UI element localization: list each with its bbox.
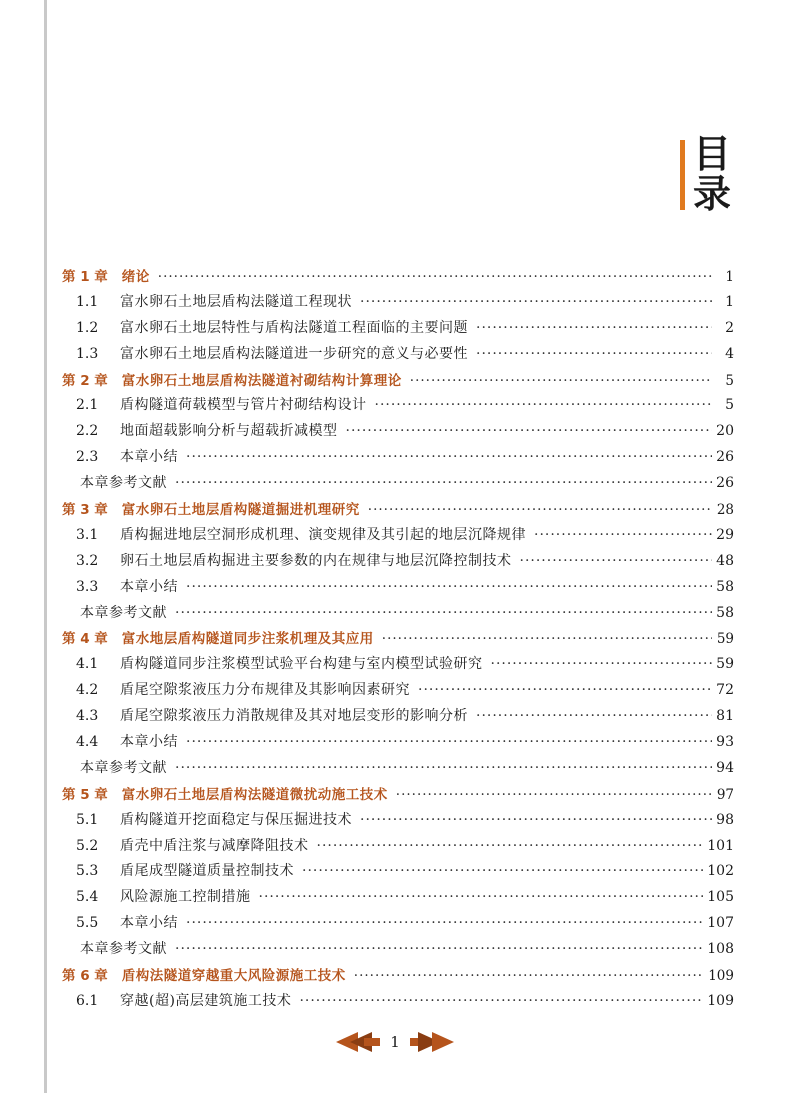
title-char-2: 录 (693, 172, 732, 216)
toc-entry-number: 1.3 (76, 345, 99, 362)
toc-entry-title: 本章参考文献 (80, 759, 167, 776)
toc-dot-leader (346, 423, 713, 439)
toc-entry-section[interactable] (62, 705, 734, 731)
toc-entry-title: 盾构掘进地层空洞形成机理、演变规律及其引起的地层沉降规律 (120, 526, 526, 543)
toc-entry-title: 富水地层盾构隧道同步注浆机理及其应用 (121, 631, 374, 648)
toc-entry-page: 1 (725, 293, 734, 310)
toc-entry-number: 第 6 章 (62, 968, 108, 985)
toc-entry-number: 2.3 (76, 449, 99, 466)
toc-entry-number: 6.1 (76, 992, 99, 1009)
toc-entry-page: 72 (716, 682, 734, 699)
toc-entry-section[interactable] (62, 731, 734, 757)
toc-entry-title: 穿越(超)高层建筑施工技术 (120, 992, 292, 1009)
toc-entry-page: 58 (716, 578, 734, 595)
toc-entry-page: 105 (707, 889, 734, 906)
toc-entry-ref[interactable] (62, 602, 734, 628)
toc-entry-number: 5.5 (76, 915, 99, 932)
toc-entry-page: 97 (716, 786, 734, 803)
toc-entry-title: 本章参考文献 (80, 475, 167, 492)
toc-entry-section[interactable] (62, 990, 734, 1016)
toc-entry-chapter[interactable] (62, 783, 734, 809)
toc-entry-page: 102 (707, 863, 734, 880)
toc-entry-ref[interactable] (62, 938, 734, 964)
toc-entry-number: 5.4 (76, 889, 99, 906)
toc-entry-number: 2.1 (76, 397, 99, 414)
table-of-contents (62, 265, 734, 1016)
toc-entry-section[interactable] (62, 446, 734, 472)
toc-entry-chapter[interactable] (62, 369, 734, 395)
toc-entry-page: 2 (725, 319, 734, 336)
toc-dot-leader (520, 553, 713, 569)
toc-entry-number: 第 5 章 (62, 786, 108, 803)
toc-entry-page: 20 (716, 423, 734, 440)
toc-entry-number: 3.3 (76, 578, 99, 595)
toc-entry-page: 109 (707, 992, 734, 1009)
toc-entry-section[interactable] (62, 394, 734, 420)
toc-dot-leader (175, 475, 712, 491)
toc-entry-title: 富水卵石土地层盾构法隧道衬砌结构计算理论 (121, 372, 402, 389)
toc-entry-title: 盾尾空隙浆液压力消散规律及其对地层变形的影响分析 (120, 708, 468, 725)
toc-entry-chapter[interactable] (62, 964, 734, 990)
toc-entry-section[interactable] (62, 653, 734, 679)
toc-entry-title: 盾尾空隙浆液压力分布规律及其影响因素研究 (120, 682, 410, 699)
toc-dot-leader (299, 993, 703, 1009)
toc-dot-leader (396, 787, 712, 803)
toc-entry-number: 4.4 (76, 734, 99, 751)
toc-entry-page: 81 (716, 708, 734, 725)
toc-entry-section[interactable] (62, 835, 734, 861)
toc-entry-page: 1 (725, 269, 734, 285)
toc-dot-leader (175, 941, 703, 957)
toc-dot-leader (186, 734, 712, 750)
toc-entry-chapter[interactable] (62, 627, 734, 653)
toc-entry-section[interactable] (62, 860, 734, 886)
toc-entry-page: 58 (716, 604, 734, 621)
toc-entry-section[interactable] (62, 291, 734, 317)
toc-entry-page: 26 (716, 449, 734, 466)
toc-entry-title: 盾构隧道荷载模型与管片衬砌结构设计 (120, 397, 367, 414)
toc-entry-page: 28 (716, 502, 734, 519)
toc-entry-title: 盾构法隧道穿越重大风险源施工技术 (121, 968, 346, 985)
toc-entry-title: 盾壳中盾注浆与减摩降阻技术 (120, 837, 309, 854)
toc-entry-title: 本章小结 (120, 734, 178, 751)
toc-dot-leader (368, 502, 712, 518)
toc-dot-leader (186, 449, 712, 465)
toc-entry-title: 本章小结 (120, 449, 178, 466)
toc-entry-page: 93 (716, 734, 734, 751)
toc-entry-page: 59 (716, 631, 734, 648)
page-left-border (44, 0, 47, 1093)
toc-entry-page: 4 (725, 345, 734, 362)
toc-entry-number: 2.2 (76, 423, 99, 440)
toc-entry-page: 5 (725, 397, 734, 414)
toc-dot-leader (360, 294, 712, 310)
toc-entry-title: 风险源施工控制措施 (120, 889, 251, 906)
toc-entry-page: 98 (716, 811, 734, 828)
toc-entry-section[interactable] (62, 524, 734, 550)
toc-entry-page: 29 (716, 526, 734, 543)
toc-entry-section[interactable] (62, 886, 734, 912)
toc-dot-leader (186, 915, 703, 931)
toc-dot-leader (186, 579, 712, 595)
toc-dot-leader (302, 863, 703, 879)
toc-dot-leader (259, 889, 704, 905)
toc-entry-section[interactable] (62, 420, 734, 446)
toc-entry-number: 4.3 (76, 708, 99, 725)
toc-entry-number: 5.3 (76, 863, 99, 880)
toc-entry-title: 富水卵石土地层盾构法隧道工程现状 (120, 293, 352, 310)
toc-dot-leader (360, 812, 712, 828)
toc-entry-page: 48 (716, 552, 734, 569)
toc-entry-ref[interactable] (62, 757, 734, 783)
toc-entry-title: 绪论 (121, 269, 150, 285)
toc-entry-chapter[interactable] (62, 265, 734, 291)
toc-entry-page: 94 (716, 759, 734, 776)
toc-entry-section[interactable] (62, 550, 734, 576)
toc-entry-title: 盾构隧道开挖面稳定与保压掘进技术 (120, 811, 352, 828)
toc-entry-number: 1.1 (76, 293, 99, 310)
page-title (693, 134, 753, 214)
toc-entry-title: 本章小结 (120, 915, 178, 932)
previous-arrow-icon (336, 1031, 380, 1053)
toc-dot-leader (382, 631, 712, 647)
toc-entry-section[interactable] (62, 679, 734, 705)
toc-entry-number: 5.1 (76, 811, 99, 828)
page-footer (0, 1030, 790, 1054)
toc-entry-title: 富水卵石土地层盾构法隧道进一步研究的意义与必要性 (120, 345, 468, 362)
toc-entry-page: 5 (725, 372, 734, 389)
title-accent-bar (680, 140, 685, 210)
toc-entry-title: 本章参考文献 (80, 941, 167, 958)
toc-entry-section[interactable] (62, 343, 734, 369)
toc-entry-number: 第 3 章 (62, 502, 108, 519)
toc-entry-ref[interactable] (62, 472, 734, 498)
toc-entry-title: 富水卵石土地层盾构法隧道微扰动施工技术 (121, 786, 388, 803)
next-arrow-icon (410, 1031, 454, 1053)
toc-entry-page: 107 (707, 915, 734, 932)
toc-entry-number: 4.1 (76, 656, 99, 673)
title-char-1: 目 (693, 132, 732, 176)
toc-entry-page: 109 (708, 968, 734, 985)
toc-dot-leader (534, 527, 712, 543)
footer-page-number: 1 (390, 1033, 400, 1051)
toc-entry-number: 第 4 章 (62, 631, 108, 648)
toc-entry-number: 1.2 (76, 319, 99, 336)
toc-entry-title: 本章参考文献 (80, 604, 167, 621)
toc-entry-section[interactable] (62, 809, 734, 835)
toc-dot-leader (418, 682, 712, 698)
toc-entry-number: 第 1 章 (62, 269, 108, 285)
toc-entry-number: 3.2 (76, 552, 99, 569)
toc-dot-leader (476, 346, 712, 362)
toc-dot-leader (491, 656, 713, 672)
toc-entry-page: 59 (716, 656, 734, 673)
toc-entry-title: 富水卵石土地层特性与盾构法隧道工程面临的主要问题 (120, 319, 468, 336)
toc-dot-leader (410, 373, 712, 389)
toc-dot-leader (158, 269, 712, 285)
toc-entry-section[interactable] (62, 317, 734, 343)
toc-entry-chapter[interactable] (62, 498, 734, 524)
toc-dot-leader (175, 605, 712, 621)
toc-dot-leader (476, 320, 712, 336)
toc-entry-section[interactable] (62, 576, 734, 602)
toc-entry-number: 4.2 (76, 682, 99, 699)
toc-entry-page: 101 (707, 837, 734, 854)
toc-entry-title: 盾构隧道同步注浆模型试验平台构建与室内模型试验研究 (120, 656, 483, 673)
toc-entry-title: 卵石土地层盾构掘进主要参数的内在规律与地层沉降控制技术 (120, 552, 512, 569)
toc-dot-leader (354, 968, 704, 984)
toc-entry-section[interactable] (62, 912, 734, 938)
toc-entry-title: 盾尾成型隧道质量控制技术 (120, 863, 294, 880)
toc-entry-number: 3.1 (76, 526, 99, 543)
toc-entry-title: 本章小结 (120, 578, 178, 595)
toc-entry-title: 富水卵石土地层盾构隧道掘进机理研究 (121, 502, 360, 519)
toc-dot-leader (175, 760, 712, 776)
toc-entry-number: 5.2 (76, 837, 99, 854)
toc-entry-page: 108 (707, 941, 734, 958)
toc-dot-leader (317, 838, 704, 854)
toc-entry-number: 第 2 章 (62, 372, 108, 389)
toc-dot-leader (476, 708, 712, 724)
toc-entry-page: 26 (716, 475, 734, 492)
toc-entry-title: 地面超载影响分析与超载折减模型 (120, 423, 338, 440)
toc-dot-leader (375, 397, 713, 413)
